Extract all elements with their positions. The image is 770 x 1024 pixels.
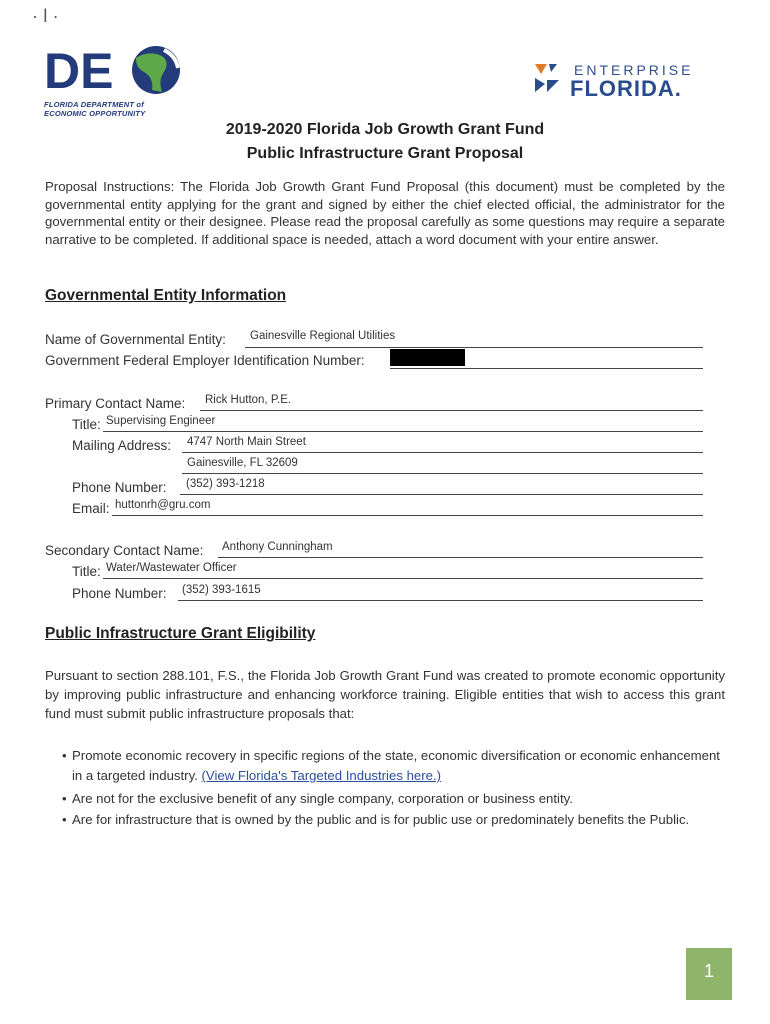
bullet-text-3: Are for infrastructure that is owned by the public and is for public use or predominately benefits the Public.	[72, 812, 690, 827]
primary-email-line	[112, 515, 703, 516]
fein-line	[390, 368, 703, 369]
bullet-text-1	[62, 746, 722, 786]
secondary-contact-line	[218, 557, 703, 558]
mailing-address-label: Mailing Address:	[72, 438, 172, 453]
secondary-phone-value[interactable]: (352) 393-1615	[182, 584, 261, 596]
section-heading-eligibility: Public Infrastructure Grant Eligibility	[45, 625, 316, 642]
primary-email-label: Email:	[72, 501, 110, 516]
bullet-dot: •	[62, 748, 67, 763]
secondary-contact-value[interactable]: Anthony Cunningham	[222, 541, 333, 553]
document-title-line2: Public Infrastructure Grant Proposal	[246, 145, 524, 162]
section-heading-entity: Governmental Entity Information	[45, 287, 287, 304]
secondary-phone-line	[178, 600, 703, 601]
primary-phone-label: Phone Number:	[72, 480, 167, 495]
entity-name-value[interactable]: Gainesville Regional Utilities	[250, 330, 396, 342]
primary-contact-label: Primary Contact Name:	[45, 396, 186, 411]
primary-title-line	[103, 431, 703, 432]
eligibility-intro: Pursuant to section 288.101, F.S., the Florida Job Growth Grant Fund was created to promote economic opportunity by improving public infrastructure and enhancing workforce training. Eligible entities that wish to access this grant fund must submit public infrastructure proposals that:	[45, 668, 725, 721]
primary-title-label: Title:	[72, 417, 101, 432]
enterprise-florida-mark-icon	[533, 62, 565, 96]
bullet-dot: •	[62, 812, 67, 827]
primary-contact-value[interactable]: Rick Hutton, P.E.	[205, 394, 292, 406]
mailing-address-line1	[182, 452, 703, 453]
fein-label: Government Federal Employer Identification Number:	[45, 353, 365, 368]
secondary-title-value[interactable]: Water/Wastewater Officer	[106, 562, 237, 574]
enterprise-text: ENTERPRISE	[574, 62, 694, 78]
primary-phone-line	[180, 494, 703, 495]
mailing-address-value2[interactable]: Gainesville, FL 32609	[187, 457, 298, 469]
primary-contact-line	[200, 410, 703, 411]
page-number-badge: 1	[686, 948, 732, 1000]
bullet-text-1-body: Promote economic recovery in specific regions of the state, economic diversification or economic enhancement in a targeted industry.	[72, 748, 720, 783]
secondary-contact-label: Secondary Contact Name:	[45, 543, 204, 558]
mailing-address-value1[interactable]: 4747 North Main Street	[187, 436, 306, 448]
proposal-instructions: Proposal Instructions: The Florida Job Growth Grant Fund Proposal (this document) must be completed by the governmental entity applying for the grant and signed by either the chief elected official, the administrator for the governmental entity or their designee. Please read the proposal carefully as some questions may require a separate narrative to be completed. If additional space is needed, attach a word document with your entire answer.	[45, 179, 725, 247]
bullet-item-2	[62, 789, 722, 809]
document-title-line1: 2019-2020 Florida Job Growth Grant Fund	[225, 121, 545, 138]
entity-name-label: Name of Governmental Entity:	[45, 332, 226, 347]
deo-subtitle-line1: FLORIDA DEPARTMENT of	[44, 100, 144, 109]
primary-title-value[interactable]: Supervising Engineer	[106, 415, 216, 427]
fein-redacted	[390, 349, 465, 366]
scan-mark: · ǀ ·	[32, 6, 59, 26]
secondary-title-label: Title:	[72, 564, 101, 579]
secondary-phone-label: Phone Number:	[72, 586, 167, 601]
bullet-item-3	[62, 810, 722, 830]
secondary-title-line	[103, 578, 703, 579]
deo-subtitle-line2: ECONOMIC OPPORTUNITY	[44, 109, 146, 118]
targeted-industries-link[interactable]: (View Florida's Targeted Industries here.)	[201, 768, 442, 783]
florida-text: FLORIDA.	[570, 76, 682, 101]
entity-name-line	[245, 347, 703, 348]
bullet-text-2: Are not for the exclusive benefit of any single company, corporation or business entity.	[72, 791, 573, 806]
primary-phone-value[interactable]: (352) 393-1218	[186, 478, 265, 490]
primary-email-value[interactable]: huttonrh@gru.com	[115, 499, 211, 511]
deo-logo-letters: DE	[44, 43, 114, 99]
deo-subtitle	[44, 100, 194, 118]
bullet-dot: •	[62, 791, 67, 806]
mailing-address-line2	[182, 473, 703, 474]
bullet-item-1	[62, 746, 722, 786]
